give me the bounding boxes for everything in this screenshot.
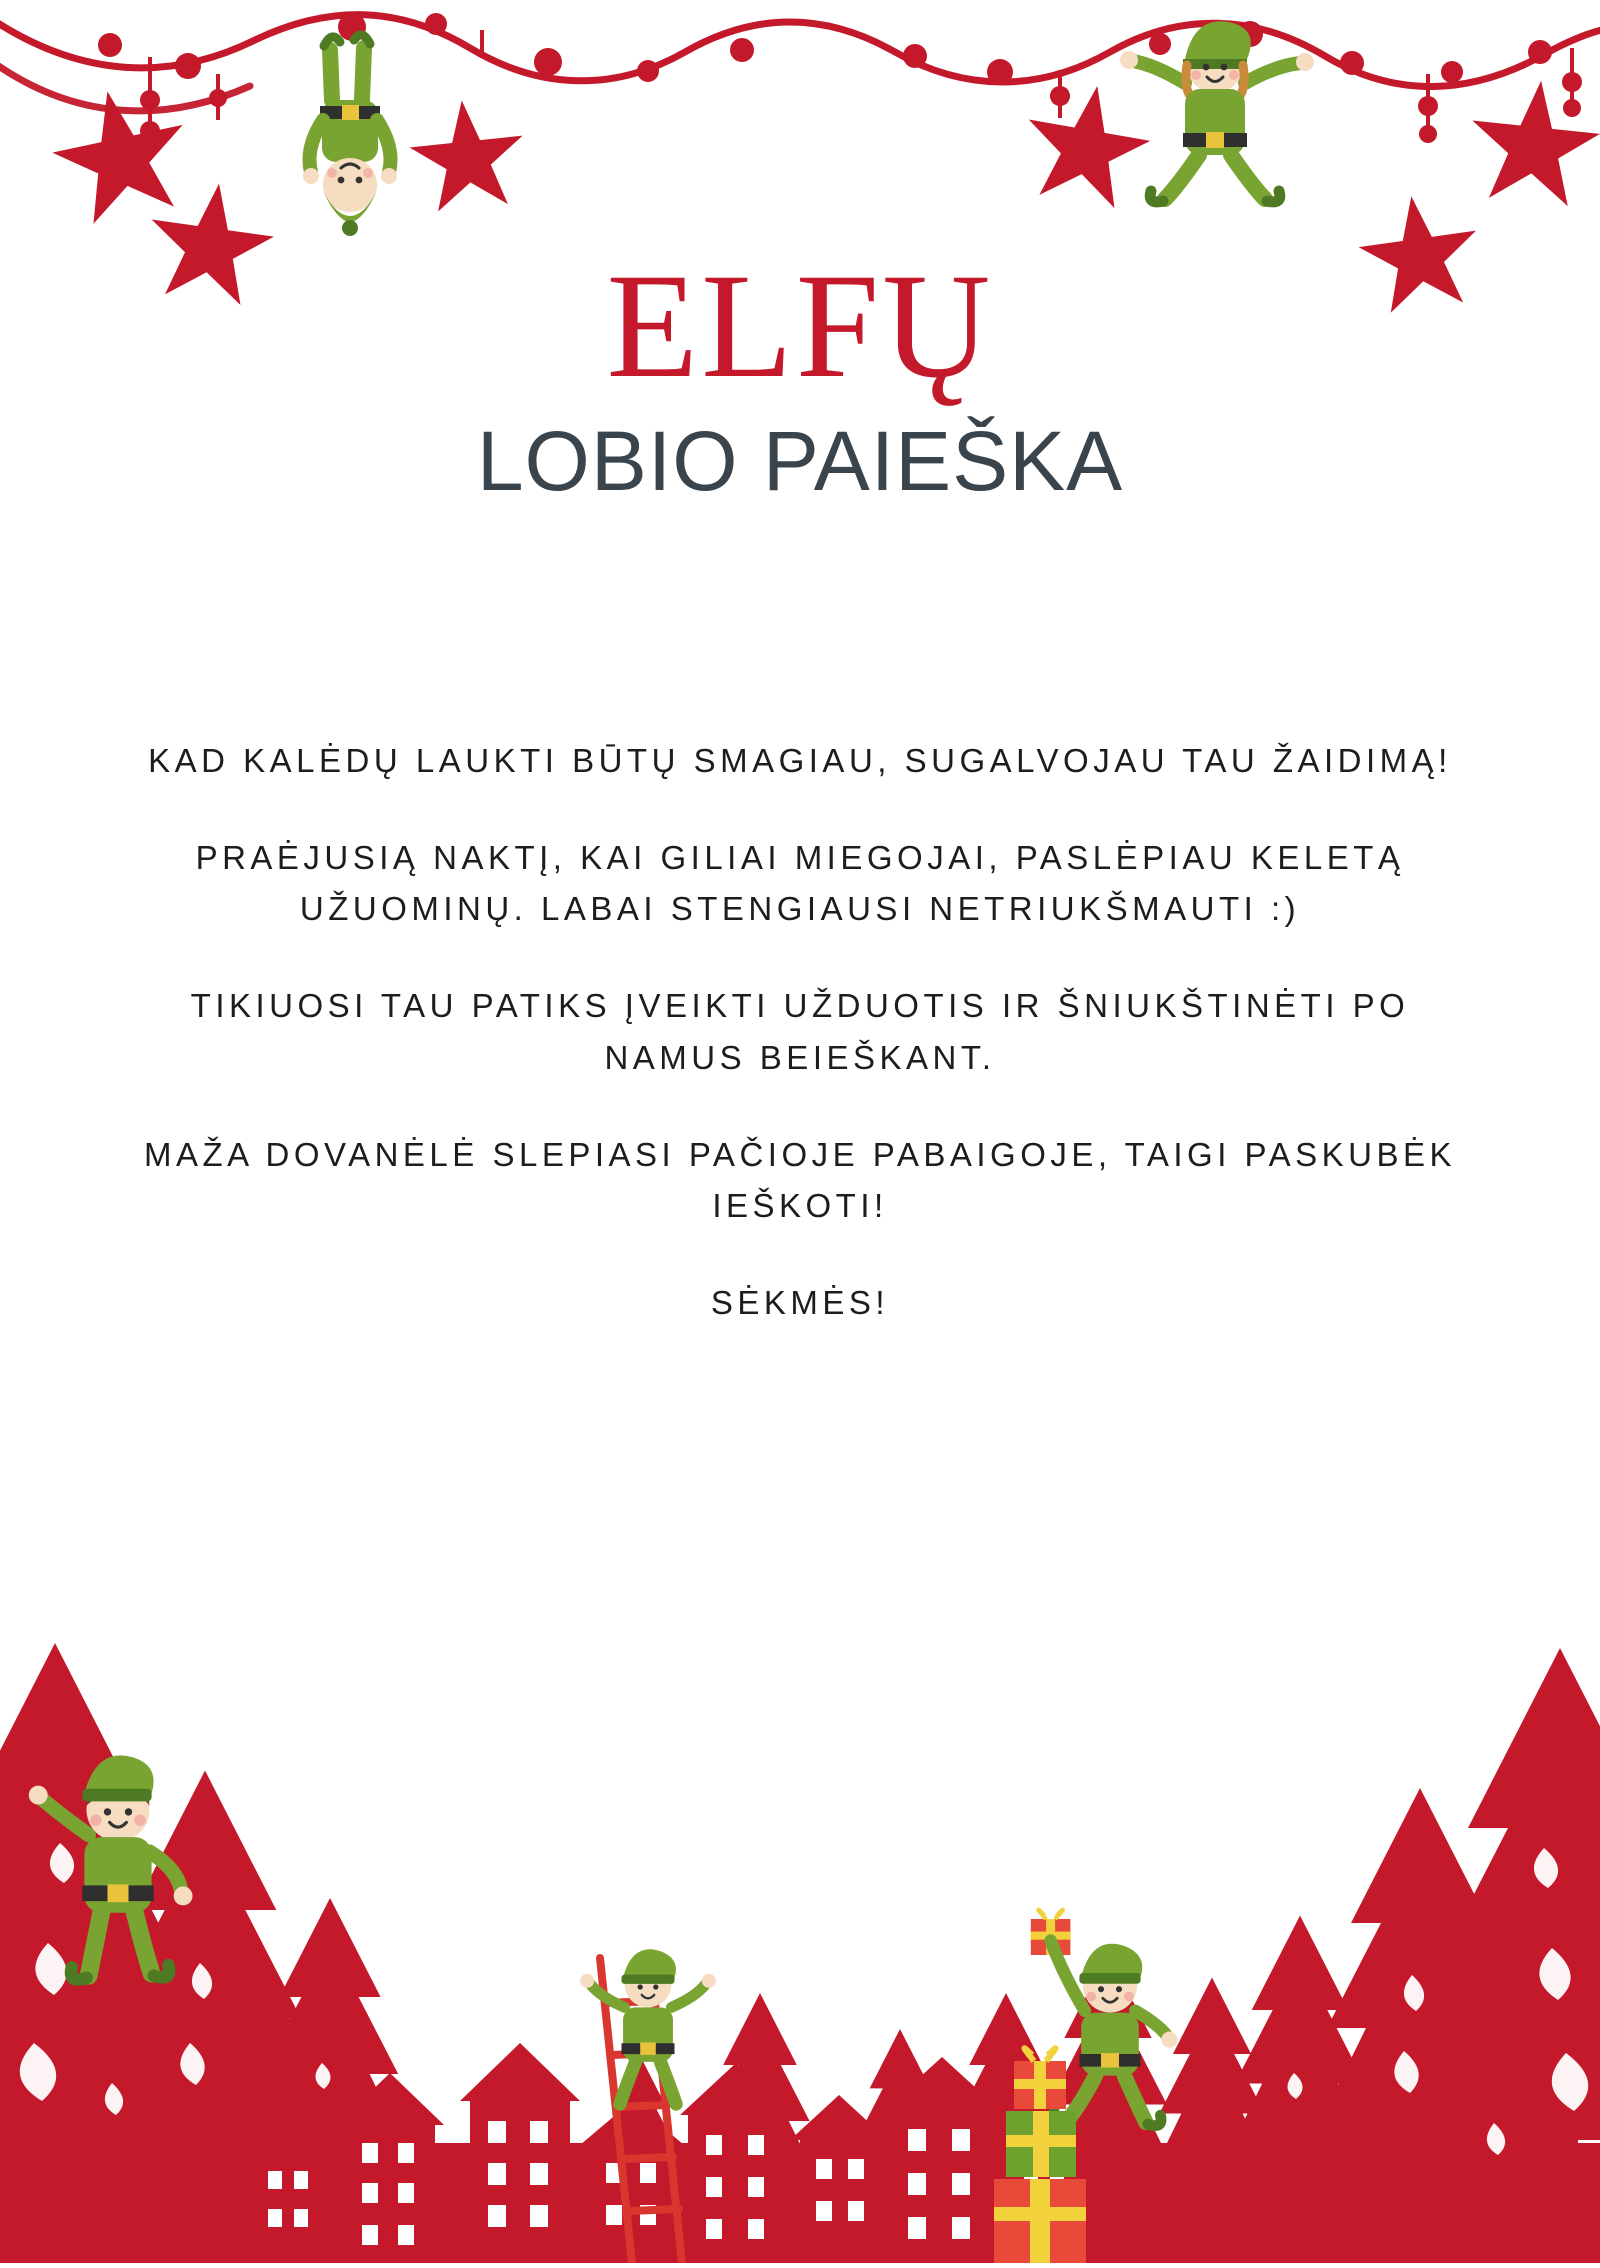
page-title xyxy=(0,243,1600,508)
closing-line: SĖKMĖS! xyxy=(710,1283,890,1321)
paragraph-1: KAD KALĖDŲ LAUKTI BŪTŲ SMAGIAU, SUGALVOJAU TAU ŽAIDIMĄ! xyxy=(148,742,1452,779)
village-houses xyxy=(240,2043,1086,2263)
elf-hanging-upside-down xyxy=(303,35,397,236)
pine-trees-left xyxy=(0,1643,416,2248)
elf-swinging xyxy=(1120,21,1314,202)
paragraph-2: PRAĖJUSIĄ NAKTĮ, KAI GILIAI MIEGOJAI, PASLĖPIAU KELETĄ UŽUOMINŲ. LABAI STENGIAUSI NETRIUKŠMAUTI :) xyxy=(195,839,1405,928)
title-subtitle: LOBIO PAIEŠKA xyxy=(476,414,1124,508)
village-scene-illustration xyxy=(0,1643,1600,2263)
paragraph-4: MAŽA DOVANĖLĖ SLEPIASI PAČIOJE PABAIGOJE, TAIGI PASKUBĖK IEŠKOTI! xyxy=(144,1135,1456,1224)
pine-trees-middle xyxy=(597,1993,951,2212)
elf-standing-left xyxy=(29,1755,193,1979)
elf-on-ladder xyxy=(580,1949,716,2263)
letter-body xyxy=(140,735,1460,1328)
title-main: ELFŲ xyxy=(606,243,994,409)
pine-trees-right xyxy=(944,1648,1600,2252)
paragraph-3: TIKIUOSI TAU PATIKS ĮVEIKTI UŽDUOTIS IR ŠNIUKŠTINĖTI PO NAMUS BEIEŠKANT. xyxy=(190,987,1410,1076)
gift-small xyxy=(1031,1910,1071,1955)
stacked-presents xyxy=(994,2048,1086,2263)
bottom-decoration xyxy=(0,1643,1600,2263)
elf-with-gift xyxy=(1031,1910,1178,2126)
